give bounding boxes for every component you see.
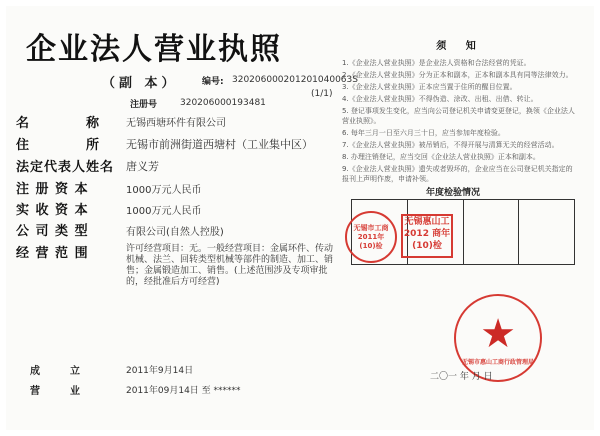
license-document bbox=[6, 6, 594, 430]
address-value: 无锡市前洲街道西塘村（工业集中区） bbox=[126, 138, 313, 151]
notice-item: 1.《企业法人营业执照》是企业法人资格和合法经营的凭证。 bbox=[342, 59, 531, 67]
notice-panel bbox=[342, 42, 578, 186]
inspection-cell bbox=[519, 200, 574, 264]
notice-item: 8. 办理注销登记，应当交回《企业法人营业执照》正本和副本。 bbox=[342, 153, 540, 161]
inspection-stamp-2011 bbox=[345, 211, 397, 263]
notice-item: 9.《企业法人营业执照》遗失或者毁坏的，企业应当在公司登记机关指定的报刊上声明作废，申请补领。 bbox=[342, 165, 573, 183]
reg-label: 注册号 bbox=[130, 100, 158, 110]
address-label: 住 所 bbox=[16, 138, 101, 153]
paid-capital-label: 实 收 资 本 bbox=[16, 203, 89, 218]
registered-capital-label: 注 册 资 本 bbox=[16, 182, 89, 197]
company-type-label: 公 司 类 型 bbox=[16, 224, 89, 239]
company-type-value: 有限公司(自然人控股) bbox=[126, 227, 224, 238]
business-scope-label: 经 营 范 围 bbox=[16, 246, 89, 261]
notice-item: 7.《企业法人营业执照》被吊销后，不得开展与清算无关的经营活动。 bbox=[342, 141, 559, 149]
document-title: 企业法人营业执照 bbox=[26, 32, 282, 67]
copy-index: (1/1) bbox=[311, 89, 333, 99]
term-label: 营 业 bbox=[30, 386, 80, 397]
notice-item: 6. 每年三月一日至六月三十日，应当参加年度检验。 bbox=[342, 129, 505, 137]
inspection-stamp-2012 bbox=[401, 214, 453, 258]
number-label: 编号: bbox=[202, 77, 224, 87]
inspection-stamp-2011-text: 无锡市工商2011年(10)检 bbox=[353, 223, 389, 250]
notice-item: 4.《企业法人营业执照》不得伪造、涂改、出租、出借、转让。 bbox=[342, 95, 538, 103]
inspection-stamp-2012-text: 无锡惠山工 2012 商年(10)检 bbox=[403, 217, 451, 251]
legal-rep-value: 唐义芳 bbox=[126, 160, 159, 173]
notice-item: 5. 登记事项发生变化，应当向公司登记机关申请变更登记，换领《企业法人营业执照》。 bbox=[342, 107, 575, 125]
reg-value: 320206000193481 bbox=[180, 98, 266, 108]
notice-item: 2.《企业法人营业执照》分为正本和副本，正本和副本具有同等法律效力。 bbox=[342, 71, 573, 79]
founded-value: 2011年9月14日 bbox=[126, 366, 194, 376]
registered-capital-value: 1000万元人民币 bbox=[126, 185, 202, 196]
business-scope-value: 许可经营项目：无。一般经营项目：金属环件、传动机械、法兰、回转类型机械等部件的制造、加工、销售；金属锻造加工、销售。(上述范围涉及专项审批的，经批准后方可经营) bbox=[126, 244, 334, 287]
copy-label: （副 本） bbox=[102, 76, 179, 91]
seal-star-icon: ★ bbox=[480, 310, 516, 357]
name-label: 名 称 bbox=[16, 116, 101, 131]
legal-rep-label: 法定代表人姓名 bbox=[16, 160, 115, 175]
notice-item: 3.《企业法人营业执照》正本应当置于住所的醒目位置。 bbox=[342, 83, 517, 91]
notice-title: 须 知 bbox=[436, 41, 484, 52]
term-value: 2011年09月14日 至 ****** bbox=[126, 386, 241, 396]
issue-date: 二〇一 年 月 日 bbox=[430, 372, 493, 382]
founded-label: 成 立 bbox=[30, 366, 80, 377]
number-value: 320206000201201040063S bbox=[232, 75, 358, 85]
name-value: 无锡西塘环件有限公司 bbox=[126, 118, 226, 129]
official-seal-text: 无锡市惠山工商行政管理局 bbox=[461, 358, 534, 366]
paid-capital-value: 1000万元人民币 bbox=[126, 206, 202, 217]
annual-inspection-title: 年度检验情况 bbox=[426, 188, 481, 198]
inspection-cell bbox=[464, 200, 520, 264]
